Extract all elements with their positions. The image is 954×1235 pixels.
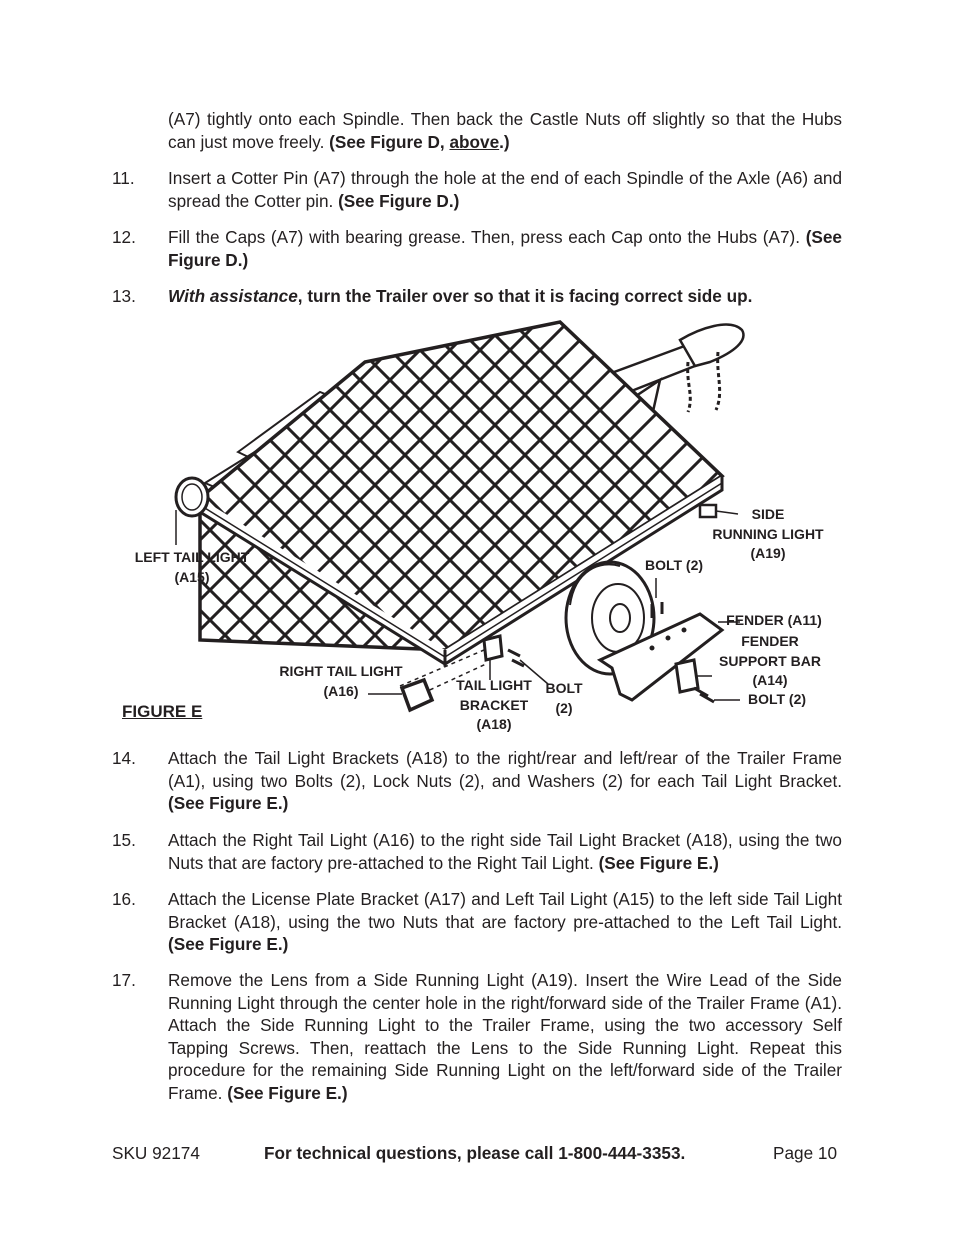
label-tail-light-bracket [446, 676, 542, 735]
label-left-tail-light-l2: (A15) [174, 568, 210, 585]
step-13-text: , turn the Trailer over so that it is facing correct side up. [297, 286, 753, 306]
step-17-text: Remove the Lens from a Side Running Light (A19). Insert the Wire Lead of the Side Running Light through the center hole in the right/forward side of the Trailer Frame (A1). Attach the Side Running Light to the Trailer Frame, using the two accessory Self Tapping Screws. Then, reattach the Lens to the Side Running Light. Repeat this procedure for the remaining Side Running Light on the left/forward side of the Trailer Frame. [168, 970, 842, 1103]
step-15-ref: (See Figure E.) [598, 852, 719, 873]
step-14-text: Attach the Tail Light Brackets (A18) to the right/rear and left/rear of the Trailer Frame (A1), using two Bolts (2), Lock Nuts (2), and Washers (2) for each Tail Light Bracket. [168, 748, 842, 791]
step-10-text: (A7) tightly onto each Spindle. Then back the Castle Nuts off slightly so that the Hubs can just move freely. [168, 109, 842, 152]
step-12-number: 12. [112, 227, 136, 247]
label-bolt-mid-l1: BOLT [545, 680, 583, 696]
step-13-emphasis: With assistance [168, 286, 298, 306]
label-tail-light-bracket-l2: BRACKET [459, 696, 529, 713]
step-15-text: Attach the Right Tail Light (A16) to the right side Tail Light Bracket (A18), using the two Nuts that are factory pre-attached to the Right Tail Light. [168, 830, 842, 873]
step-12-ref: (See Figure D.) [168, 227, 842, 270]
step-11-number: 11. [112, 168, 135, 188]
step-12-text: Fill the Caps (A7) with bearing grease. Then, press each Cap onto the Hubs (A7). [168, 227, 806, 247]
label-fender-support-l3: (A14) [752, 672, 788, 688]
tail-light-bracket-shape [484, 636, 502, 660]
step-16 [168, 888, 842, 956]
bolt-mid-shape [508, 650, 524, 666]
step-16-text: Attach the License Plate Bracket (A17) and Left Tail Light (A15) to the left side Tail Light Bracket (A18), using the two Nuts that are factory pre-attached to the Left Tail Light. [168, 889, 842, 932]
label-left-tail-light-l1: LEFT TAIL LIGHT [134, 549, 250, 565]
step-16-number: 16. [112, 889, 136, 909]
label-bolt-bottom: BOLT (2) [747, 691, 807, 707]
step-17-ref: (See Figure E.) [227, 1082, 348, 1103]
step-11-ref: (See Figure D.) [338, 190, 460, 211]
step-14-ref: (See Figure E.) [168, 793, 289, 814]
step-10-ref-c: .) [499, 131, 510, 152]
step-10-ref-a: (See Figure D, [329, 131, 450, 152]
label-fender-support-l2: SUPPORT BAR [719, 652, 821, 669]
step-11-text: Insert a Cotter Pin (A7) through the hole at the end of each Spindle of the Axle (A6) and spread the Cotter pin. [168, 168, 842, 211]
label-bolt-top: BOLT (2) [644, 557, 704, 573]
figure-caption: FIGURE E [122, 702, 203, 721]
label-bolt-mid-l2: (2) [555, 699, 573, 716]
label-tail-light-bracket-l3: (A18) [476, 716, 512, 732]
safety-chain-2 [716, 352, 720, 410]
label-fender-support-bar [708, 632, 832, 691]
label-side-running-light-l3: (A19) [750, 545, 786, 561]
step-13-number: 13. [112, 286, 136, 306]
bolt-top-shape [652, 602, 662, 618]
label-side-running-light [696, 505, 840, 564]
step-14 [168, 747, 842, 815]
step-15-number: 15. [112, 830, 136, 850]
step-14-number: 14. [112, 748, 136, 768]
label-right-tail-light-l1: RIGHT TAIL LIGHT [279, 663, 403, 679]
footer-sku: SKU 92174 [112, 1143, 200, 1163]
step-16-ref: (See Figure E.) [168, 934, 289, 955]
step-17 [168, 969, 842, 1105]
label-right-tail-light-l2: (A16) [323, 682, 359, 699]
step-15 [168, 829, 842, 874]
label-fender-support-l1: FENDER [741, 633, 799, 649]
step-10-ref-above: above [449, 131, 500, 152]
label-fender: FENDER (A11) [726, 612, 822, 628]
label-left-tail-light [122, 548, 262, 587]
step-17-number: 17. [112, 970, 136, 990]
label-side-running-light-l1: SIDE [751, 506, 785, 522]
label-tail-light-bracket-l1: TAIL LIGHT [456, 677, 532, 693]
label-bolt-mid [536, 679, 592, 718]
label-right-tail-light [268, 662, 414, 701]
safety-chain-1 [688, 362, 691, 412]
label-side-running-light-l2: RUNNING LIGHT [712, 525, 824, 542]
footer-page-number: Page 10 [773, 1143, 838, 1163]
footer-tech-support: For technical questions, please call 1-800-444-3353. [264, 1143, 686, 1163]
